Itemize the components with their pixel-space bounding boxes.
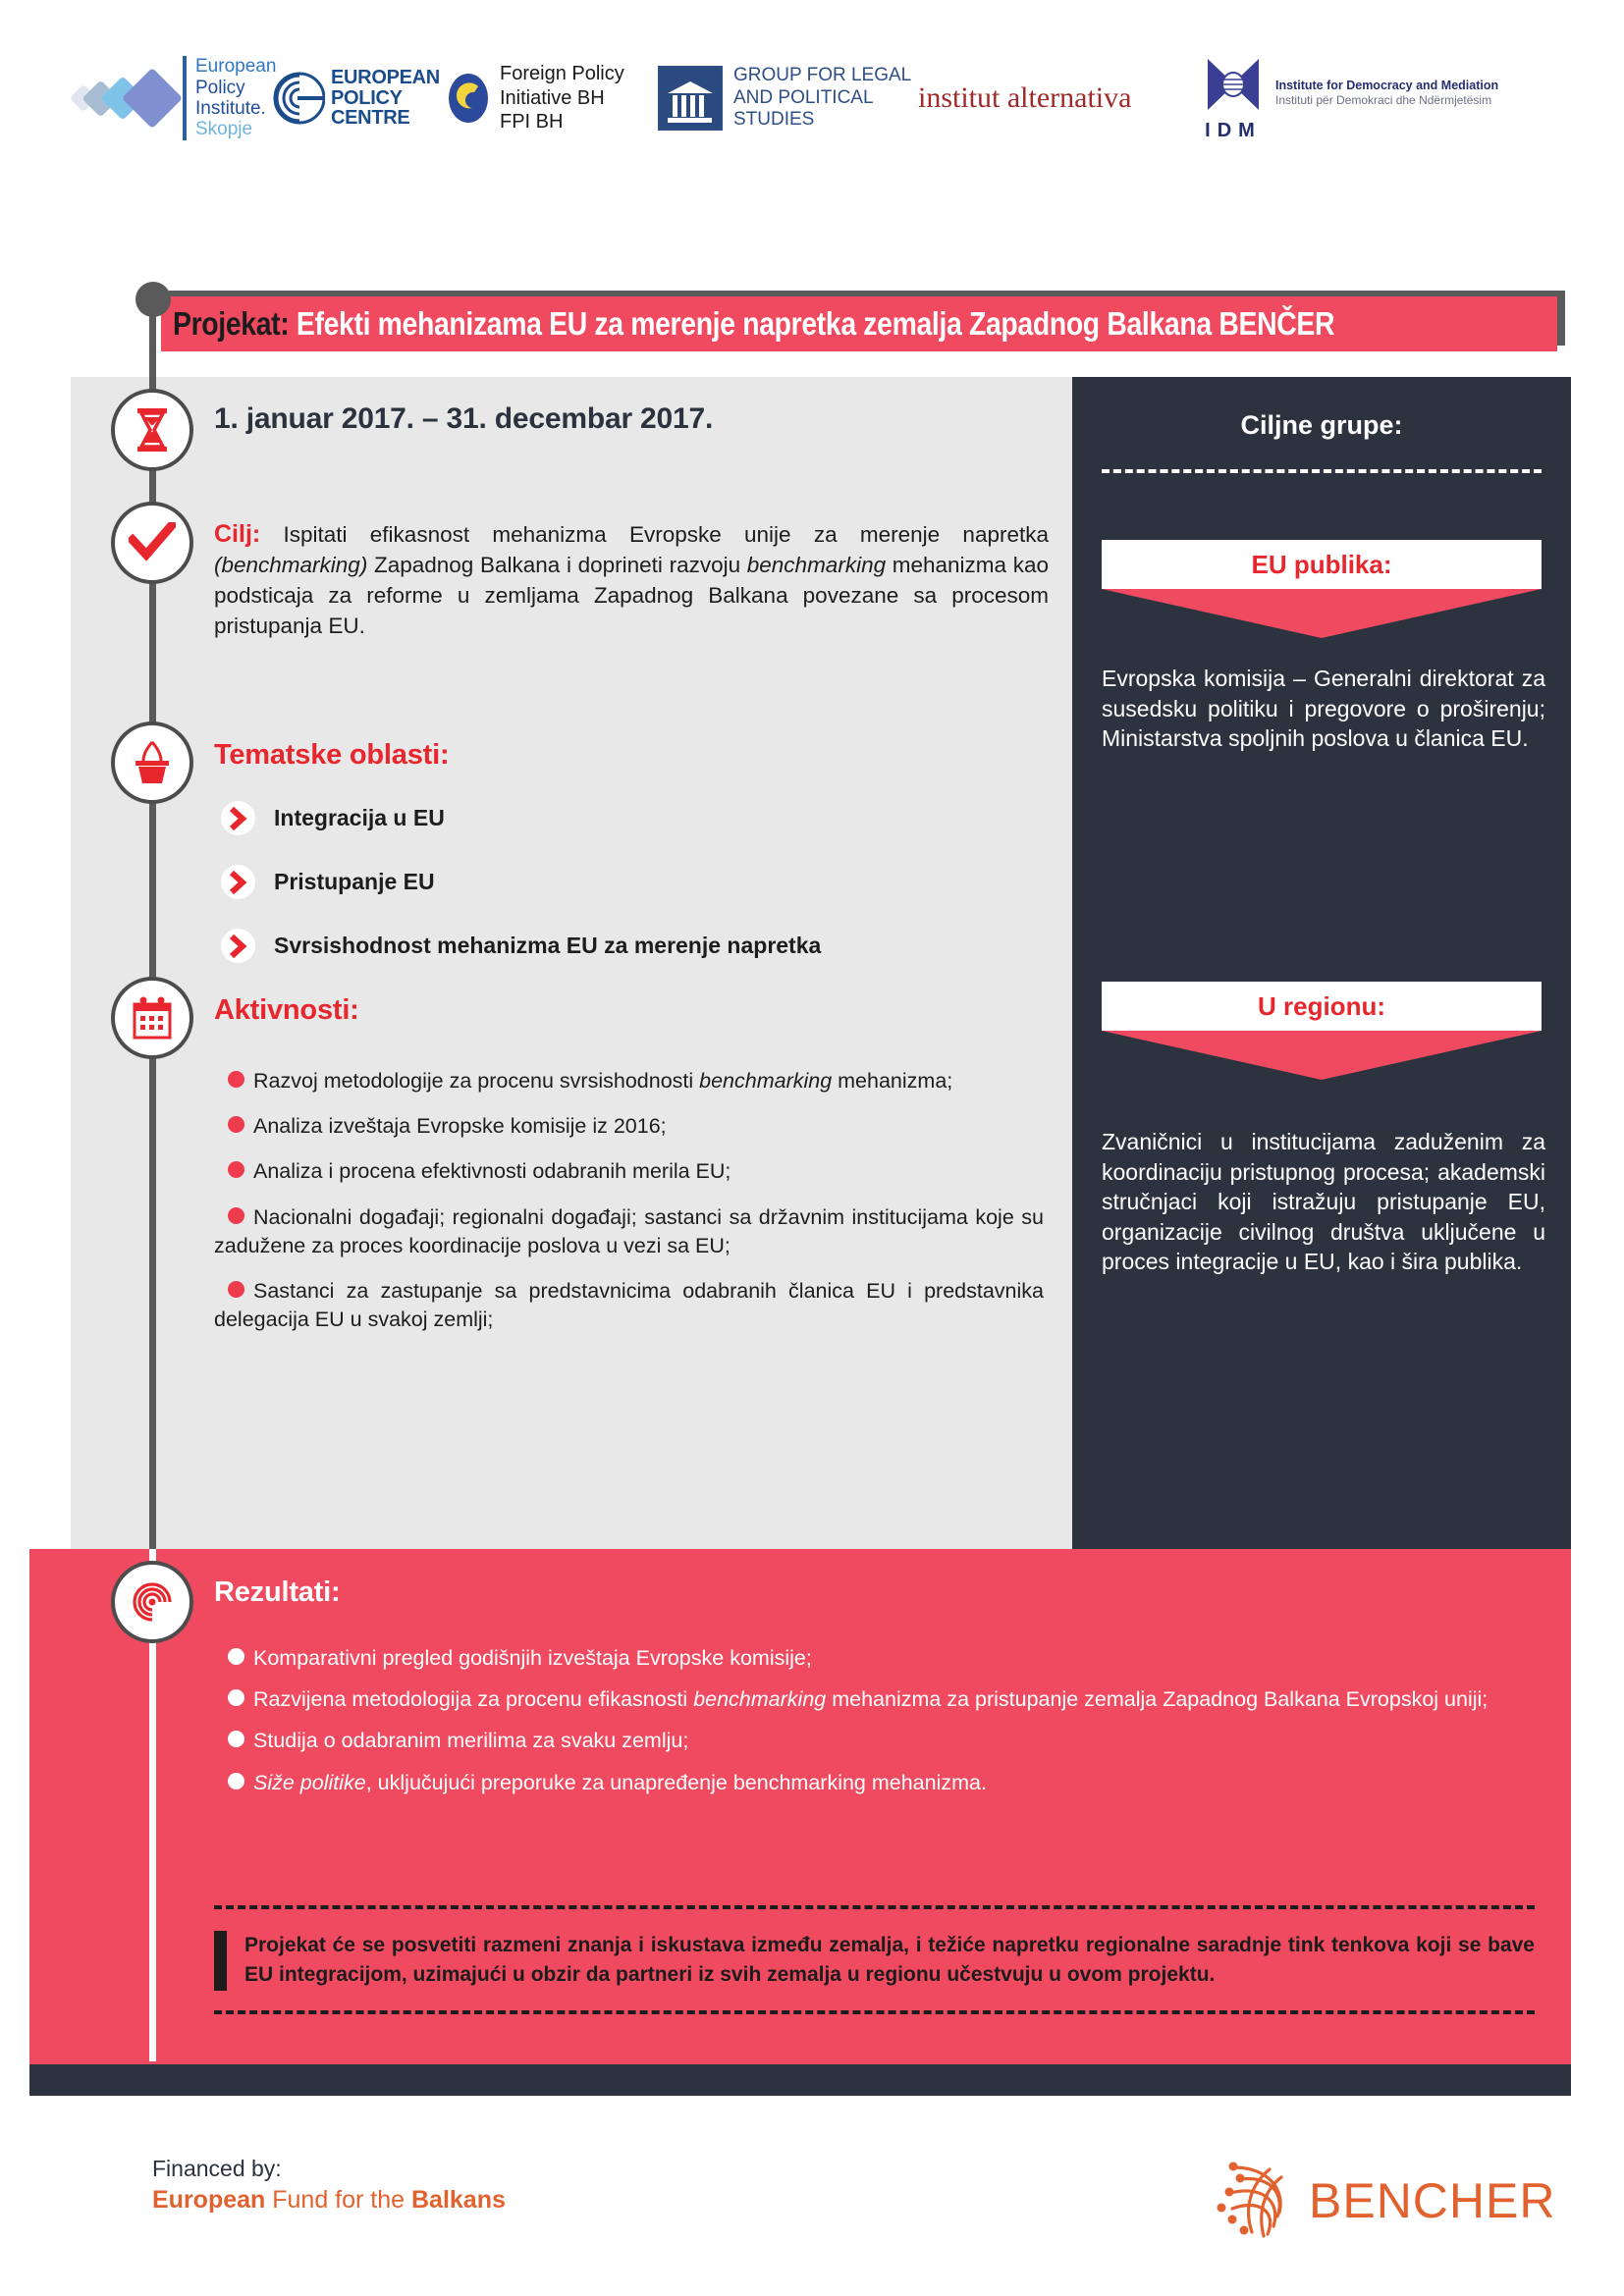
goal-text-3: mehanizma kao podsticaja za reforme u zemljama Zapadnog Balkana povezane sa procesom pristupanja EU.: [214, 553, 1049, 638]
timeline-node-dates: [111, 389, 193, 471]
target-group-banner-region: [1102, 982, 1542, 1080]
results-note: [214, 1905, 1535, 2014]
logo-idm: [1203, 54, 1498, 142]
project-dates: 1. januar 2017. – 31. decembar 2017.: [214, 402, 714, 435]
timeline-start-dot: [135, 282, 171, 317]
list-item: Sastanci za zastupanje sa predstavnicima odabranih članica EU i predstavnika delegacija EU u svakoj zemlji;: [214, 1279, 1044, 1332]
goal-text-2: Zapadnog Balkana i doprineti razvoju: [367, 553, 747, 578]
theme-item-2: [221, 929, 821, 963]
arrow-down-icon: [1102, 1031, 1542, 1080]
footer-dark-bar: [29, 2064, 1571, 2096]
project-title-text: [173, 305, 1334, 343]
basket-icon: [132, 740, 173, 785]
chevron-right-icon: [221, 865, 255, 899]
fpi-wordmark: Foreign Policy Initiative BH FPI BH: [500, 63, 624, 133]
target-group-banner-eu: [1102, 540, 1542, 638]
logo-fpi-bh: [447, 62, 658, 133]
target-icon: [130, 1579, 175, 1625]
calendar-icon: [132, 996, 173, 1040]
funder-name: European Fund for the Balkans: [152, 2186, 506, 2214]
goal-paragraph: [214, 517, 1049, 642]
target-group-label: U regionu:: [1102, 982, 1542, 1031]
idm-wordmark: Institute for Democracy and Mediation Instituti për Demokraci dhe Ndërmjetësim: [1275, 78, 1499, 108]
logo-glps: [658, 65, 918, 131]
epc-arc-icon: [270, 71, 325, 126]
financed-by-block: [152, 2156, 506, 2215]
note-accent-bar: [214, 1931, 227, 1991]
list-item: Analiza izveštaja Evropske komisije iz 2016;: [214, 1112, 1044, 1141]
epi-wordmark: European Policy Institute. Skopje: [183, 56, 276, 139]
target-groups-title: Ciljne grupe:: [1240, 410, 1403, 440]
epc-wordmark: EUROPEAN POLICY CENTRE: [331, 67, 440, 130]
list-item: Nacionalni događaji; regionalni događaji; sastanci sa državnim institucijama koje su zadužene za proces koordinacije poslova u vezi sa EU;: [214, 1204, 1044, 1257]
bullet-dot-icon: [228, 1773, 244, 1789]
divider-dashed-bottom: [214, 2010, 1535, 2014]
theme-label: Svrsishodnost mehanizma EU za merenje napretka: [274, 933, 822, 958]
timeline-node-activities: [111, 977, 193, 1059]
target-group-body-eu: Evropska komisija – Generalni direktorat za susedsku politiku i pregovore o proširenju; Ministarstva spoljnih poslova u članica EU.: [1102, 666, 1545, 752]
list-item: Analiza i procena efektivnosti odabranih merila EU;: [214, 1157, 1044, 1186]
theme-item-1: [221, 865, 435, 899]
bullet-dot-icon: [228, 1648, 244, 1665]
list-item: Razvoj metodologije za procenu svrsishodnosti benchmarking mehanizma;: [214, 1067, 1044, 1095]
project-title-banner: [161, 296, 1557, 351]
checkmark-icon: [129, 522, 176, 563]
list-item: Siže politike, uključujući preporuke za unapređenje benchmarking mehanizma.: [214, 1769, 1535, 1797]
glps-wordmark: GROUP FOR LEGAL AND POLITICAL STUDIES: [733, 65, 912, 131]
hourglass-icon: [133, 407, 172, 453]
bullet-dot-icon: [228, 1071, 244, 1088]
theme-item-0: [221, 801, 445, 835]
bullet-dot-icon: [228, 1689, 244, 1706]
goal-text-1: Ispitati efikasnost mehanizma Evropske unije za merenje napretka: [260, 522, 1049, 547]
chevron-right-icon: [221, 929, 255, 963]
partner-logo-bar: [0, 0, 1624, 196]
logo-institut-alternativa: institut alternativa: [918, 81, 1132, 114]
glps-temple-icon: [658, 66, 723, 131]
themes-heading: Tematske oblasti:: [214, 739, 450, 771]
results-list: [214, 1644, 1535, 1810]
activities-heading: Aktivnosti:: [214, 994, 359, 1026]
list-item: Studija o odabranim merilima za svaku zemlju;: [214, 1727, 1535, 1755]
timeline-node-themes: [111, 721, 193, 804]
arrow-down-icon: [1102, 589, 1542, 638]
theme-label: Pristupanje EU: [274, 869, 435, 894]
note-text: Projekat će se posvetiti razmeni znanja i iskustava između zemalja, i težiće napretku regionalne saradnje tink tenkova koji se bave EU integracijom, uzimajući u obzir da partneri iz svih zemalja u regionu učestvuju u ovom projektu.: [244, 1934, 1535, 1987]
goal-label: Cilj:: [214, 520, 261, 548]
logo-european-policy-centre: [270, 68, 447, 128]
timeline-node-goal: [111, 502, 193, 584]
target-group-label: EU publika:: [1102, 540, 1542, 589]
bencher-globe-icon: [1211, 2156, 1301, 2246]
project-title-prefix: Projekat:: [173, 305, 290, 342]
chevron-right-icon: [221, 801, 255, 835]
bencher-wordmark: BENCHER: [1309, 2173, 1556, 2228]
financed-by-label: Financed by:: [152, 2156, 282, 2181]
goal-italic-1: (benchmarking): [214, 553, 368, 578]
list-item: Razvijena metodologija za procenu efikasnosti benchmarking mehanizma za pristupanje zemalja Zapadnog Balkana Evropskoj uniji;: [214, 1685, 1535, 1714]
bullet-dot-icon: [228, 1207, 244, 1224]
bullet-dot-icon: [228, 1731, 244, 1747]
theme-label: Integracija u EU: [274, 805, 445, 830]
activities-list: [214, 1067, 1044, 1352]
idm-emblem-icon: IDM: [1203, 54, 1264, 142]
list-item: Komparativni pregled godišnjih izveštaja Evropske komisije;: [214, 1644, 1535, 1673]
bullet-dot-icon: [228, 1116, 244, 1133]
fpi-swirl-icon: [447, 73, 490, 124]
goal-italic-2: benchmarking: [746, 553, 887, 578]
bencher-logo: [1211, 2156, 1555, 2246]
bullet-dot-icon: [228, 1281, 244, 1298]
logo-epi-skopje: [74, 56, 277, 140]
timeline-node-results: [111, 1561, 193, 1643]
project-title-main: Efekti mehanizama EU za merenje napretka zemalja Zapadnog Balkana BENČER: [296, 305, 1335, 342]
epi-diamond-icon: [74, 77, 174, 120]
target-group-body-region: Zvaničnici u institucijama zaduženim za koordinaciju pristupnog procesa; akademski stručnjaci koji istražuju pristupanje EU, organizacije civilnog društva uključene u proces integracije u EU, kao i šira publika.: [1102, 1129, 1545, 1275]
bullet-dot-icon: [228, 1161, 244, 1178]
results-heading: Rezultati:: [214, 1576, 341, 1608]
divider-dashed: [1102, 469, 1542, 473]
